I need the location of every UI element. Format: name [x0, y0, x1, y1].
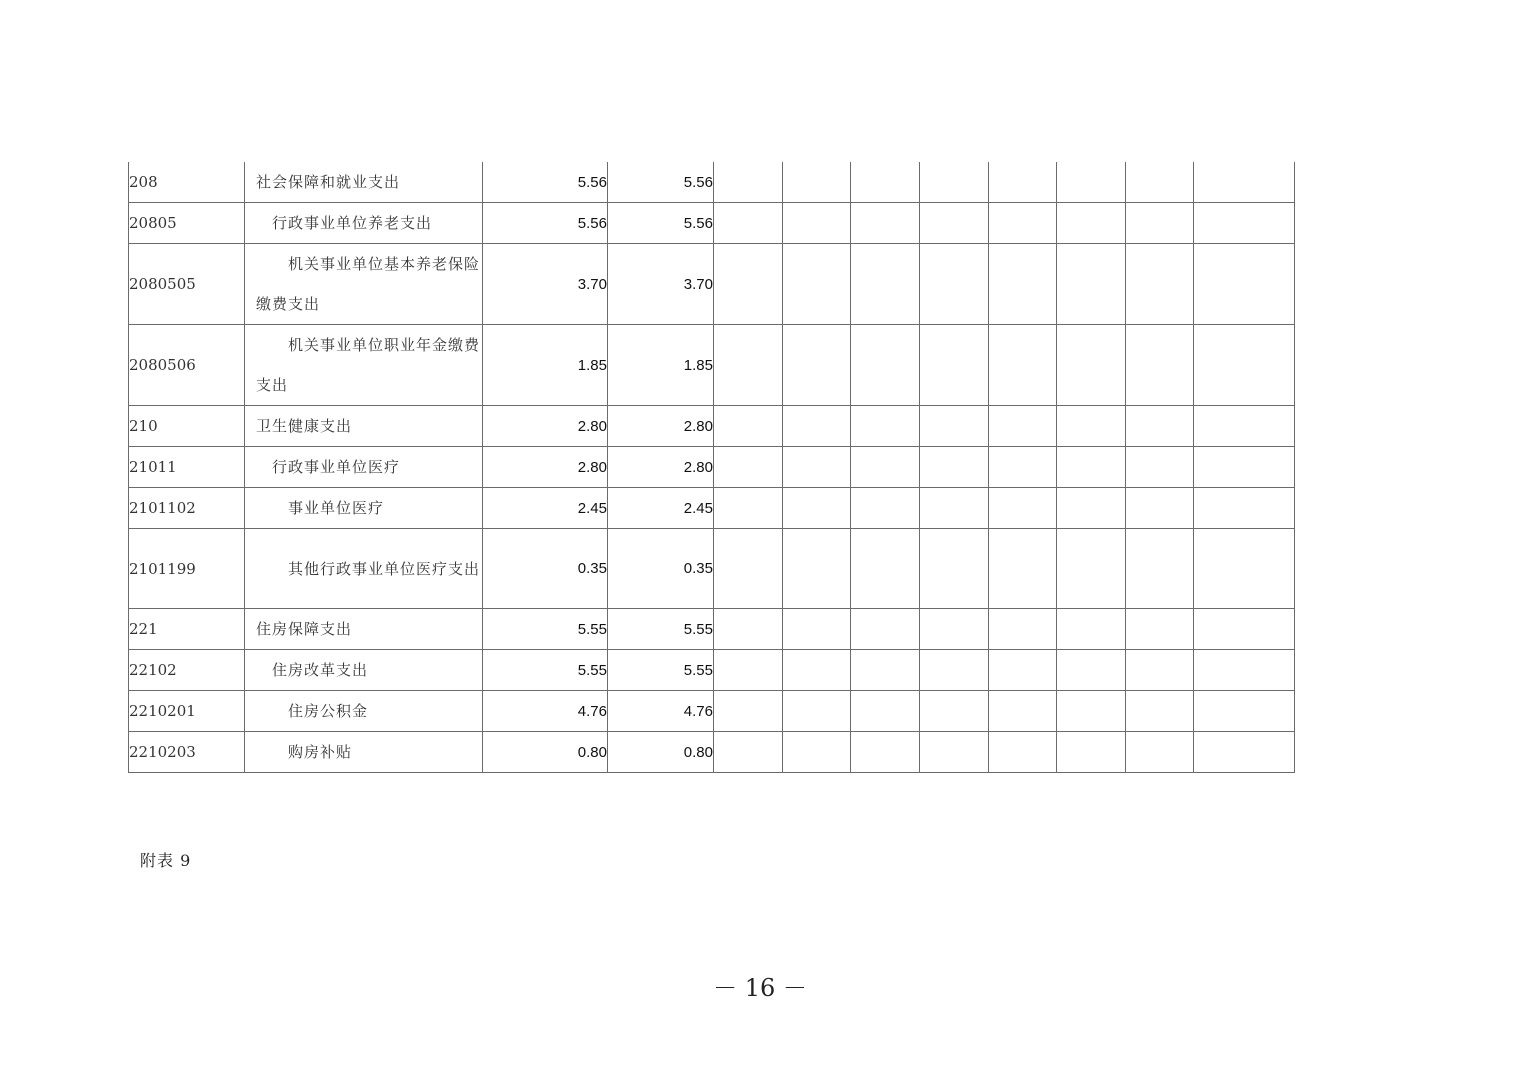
- table-body: [129, 162, 1295, 773]
- empty-cell: [989, 529, 1057, 609]
- empty-cell: [1057, 609, 1126, 650]
- empty-cell: [1057, 325, 1126, 406]
- empty-cell: [714, 650, 783, 691]
- account-code: 20805: [129, 203, 245, 244]
- empty-cell: [920, 529, 989, 609]
- empty-cell: [1057, 488, 1126, 529]
- empty-cell: [783, 325, 851, 406]
- amount-basic: 5.55: [608, 609, 714, 650]
- empty-cell: [851, 244, 920, 325]
- amount-basic: 2.80: [608, 406, 714, 447]
- empty-cell: [1194, 406, 1295, 447]
- account-name-cell: [245, 203, 483, 244]
- amount-basic: 4.76: [608, 691, 714, 732]
- empty-cell: [851, 447, 920, 488]
- empty-cell: [1126, 529, 1194, 609]
- empty-cell: [851, 691, 920, 732]
- account-name-cell: [245, 529, 483, 609]
- amount-basic: 2.80: [608, 447, 714, 488]
- amount-basic: 2.45: [608, 488, 714, 529]
- amount-total: 0.80: [483, 732, 608, 773]
- account-name-cell: [245, 650, 483, 691]
- empty-cell: [1057, 406, 1126, 447]
- table-row: [129, 488, 1295, 529]
- table-row: [129, 609, 1295, 650]
- account-code: 208: [129, 162, 245, 203]
- empty-cell: [1126, 609, 1194, 650]
- account-name: 行政事业单位养老支出: [272, 214, 433, 232]
- empty-cell: [1057, 203, 1126, 244]
- page-number: － 16 －: [713, 974, 807, 1002]
- amount-total: 3.70: [483, 244, 608, 325]
- account-name: 住房改革支出: [272, 661, 369, 679]
- empty-cell: [1126, 406, 1194, 447]
- account-name-cell: [245, 244, 483, 325]
- account-name-cell: [245, 447, 483, 488]
- empty-cell: [1126, 650, 1194, 691]
- empty-cell: [714, 609, 783, 650]
- empty-cell: [1194, 325, 1295, 406]
- empty-cell: [714, 447, 783, 488]
- empty-cell: [920, 406, 989, 447]
- account-code: 2101102: [129, 488, 245, 529]
- empty-cell: [714, 691, 783, 732]
- empty-cell: [851, 406, 920, 447]
- empty-cell: [989, 691, 1057, 732]
- empty-cell: [1126, 447, 1194, 488]
- amount-total: 5.55: [483, 609, 608, 650]
- amount-total: 4.76: [483, 691, 608, 732]
- account-name: 住房公积金: [288, 702, 369, 720]
- empty-cell: [783, 488, 851, 529]
- account-code: 2210201: [129, 691, 245, 732]
- empty-cell: [1057, 447, 1126, 488]
- amount-total: 2.80: [483, 447, 608, 488]
- table-row: [129, 162, 1295, 203]
- empty-cell: [714, 529, 783, 609]
- empty-cell: [1126, 325, 1194, 406]
- account-name-cell: [245, 162, 483, 203]
- empty-cell: [1194, 203, 1295, 244]
- empty-cell: [920, 732, 989, 773]
- empty-cell: [920, 609, 989, 650]
- table-row: [129, 529, 1295, 609]
- amount-total: 5.56: [483, 162, 608, 203]
- empty-cell: [1126, 488, 1194, 529]
- empty-cell: [989, 488, 1057, 529]
- account-code: 2080506: [129, 325, 245, 406]
- empty-cell: [714, 732, 783, 773]
- empty-cell: [783, 406, 851, 447]
- empty-cell: [920, 162, 989, 203]
- account-name: 事业单位医疗: [288, 499, 385, 517]
- account-name: 机关事业单位职业年金缴费支出: [256, 336, 481, 394]
- empty-cell: [783, 244, 851, 325]
- account-name: 购房补贴: [288, 743, 353, 761]
- table-row: [129, 732, 1295, 773]
- empty-cell: [1057, 732, 1126, 773]
- account-code: 2210203: [129, 732, 245, 773]
- account-name-cell: [245, 325, 483, 406]
- empty-cell: [851, 162, 920, 203]
- appendix-label: 附表 9: [140, 851, 192, 870]
- amount-total: 2.80: [483, 406, 608, 447]
- empty-cell: [1057, 244, 1126, 325]
- empty-cell: [1194, 529, 1295, 609]
- table-row: [129, 203, 1295, 244]
- empty-cell: [989, 162, 1057, 203]
- empty-cell: [783, 650, 851, 691]
- empty-cell: [1194, 488, 1295, 529]
- account-name: 住房保障支出: [256, 620, 353, 638]
- empty-cell: [1126, 691, 1194, 732]
- empty-cell: [989, 609, 1057, 650]
- empty-cell: [989, 325, 1057, 406]
- account-code: 2101199: [129, 529, 245, 609]
- empty-cell: [714, 406, 783, 447]
- account-name-cell: [245, 691, 483, 732]
- account-name: 社会保障和就业支出: [256, 173, 401, 191]
- empty-cell: [989, 732, 1057, 773]
- budget-table: [128, 162, 1295, 773]
- empty-cell: [920, 650, 989, 691]
- empty-cell: [783, 691, 851, 732]
- empty-cell: [1194, 609, 1295, 650]
- account-name-cell: [245, 732, 483, 773]
- account-name-cell: [245, 609, 483, 650]
- amount-basic: 1.85: [608, 325, 714, 406]
- empty-cell: [920, 447, 989, 488]
- empty-cell: [920, 691, 989, 732]
- amount-basic: 0.35: [608, 529, 714, 609]
- empty-cell: [1194, 732, 1295, 773]
- empty-cell: [1126, 162, 1194, 203]
- empty-cell: [714, 162, 783, 203]
- empty-cell: [783, 732, 851, 773]
- amount-basic: 5.56: [608, 162, 714, 203]
- empty-cell: [1194, 244, 1295, 325]
- empty-cell: [714, 203, 783, 244]
- amount-basic: 5.55: [608, 650, 714, 691]
- empty-cell: [851, 203, 920, 244]
- empty-cell: [851, 529, 920, 609]
- account-name: 行政事业单位医疗: [272, 458, 401, 476]
- empty-cell: [1194, 650, 1295, 691]
- amount-total: 1.85: [483, 325, 608, 406]
- empty-cell: [851, 609, 920, 650]
- empty-cell: [851, 488, 920, 529]
- table-row: [129, 650, 1295, 691]
- account-name-cell: [245, 406, 483, 447]
- amount-total: 0.35: [483, 529, 608, 609]
- empty-cell: [783, 203, 851, 244]
- empty-cell: [989, 244, 1057, 325]
- empty-cell: [783, 447, 851, 488]
- amount-basic: 3.70: [608, 244, 714, 325]
- empty-cell: [1057, 650, 1126, 691]
- empty-cell: [783, 162, 851, 203]
- amount-total: 5.56: [483, 203, 608, 244]
- empty-cell: [1057, 691, 1126, 732]
- table-row: [129, 325, 1295, 406]
- empty-cell: [714, 488, 783, 529]
- empty-cell: [851, 732, 920, 773]
- account-code: 22102: [129, 650, 245, 691]
- account-code: 2080505: [129, 244, 245, 325]
- empty-cell: [851, 325, 920, 406]
- empty-cell: [1194, 447, 1295, 488]
- account-code: 210: [129, 406, 245, 447]
- account-name: 其他行政事业单位医疗支出: [288, 559, 481, 578]
- empty-cell: [1126, 732, 1194, 773]
- table-row: [129, 691, 1295, 732]
- empty-cell: [851, 650, 920, 691]
- empty-cell: [1057, 529, 1126, 609]
- empty-cell: [1194, 691, 1295, 732]
- empty-cell: [1126, 203, 1194, 244]
- amount-total: 2.45: [483, 488, 608, 529]
- empty-cell: [920, 244, 989, 325]
- account-name-cell: [245, 488, 483, 529]
- empty-cell: [714, 325, 783, 406]
- account-code: 21011: [129, 447, 245, 488]
- amount-total: 5.55: [483, 650, 608, 691]
- table-row: [129, 406, 1295, 447]
- empty-cell: [1194, 162, 1295, 203]
- amount-basic: 5.56: [608, 203, 714, 244]
- empty-cell: [989, 650, 1057, 691]
- empty-cell: [783, 529, 851, 609]
- empty-cell: [989, 406, 1057, 447]
- amount-basic: 0.80: [608, 732, 714, 773]
- empty-cell: [989, 447, 1057, 488]
- empty-cell: [920, 325, 989, 406]
- table-row: [129, 244, 1295, 325]
- empty-cell: [783, 609, 851, 650]
- empty-cell: [1126, 244, 1194, 325]
- account-name: 卫生健康支出: [256, 417, 353, 435]
- account-code: 221: [129, 609, 245, 650]
- empty-cell: [714, 244, 783, 325]
- empty-cell: [1057, 162, 1126, 203]
- empty-cell: [920, 203, 989, 244]
- table-row: [129, 447, 1295, 488]
- account-name: 机关事业单位基本养老保险缴费支出: [256, 255, 481, 313]
- empty-cell: [920, 488, 989, 529]
- empty-cell: [989, 203, 1057, 244]
